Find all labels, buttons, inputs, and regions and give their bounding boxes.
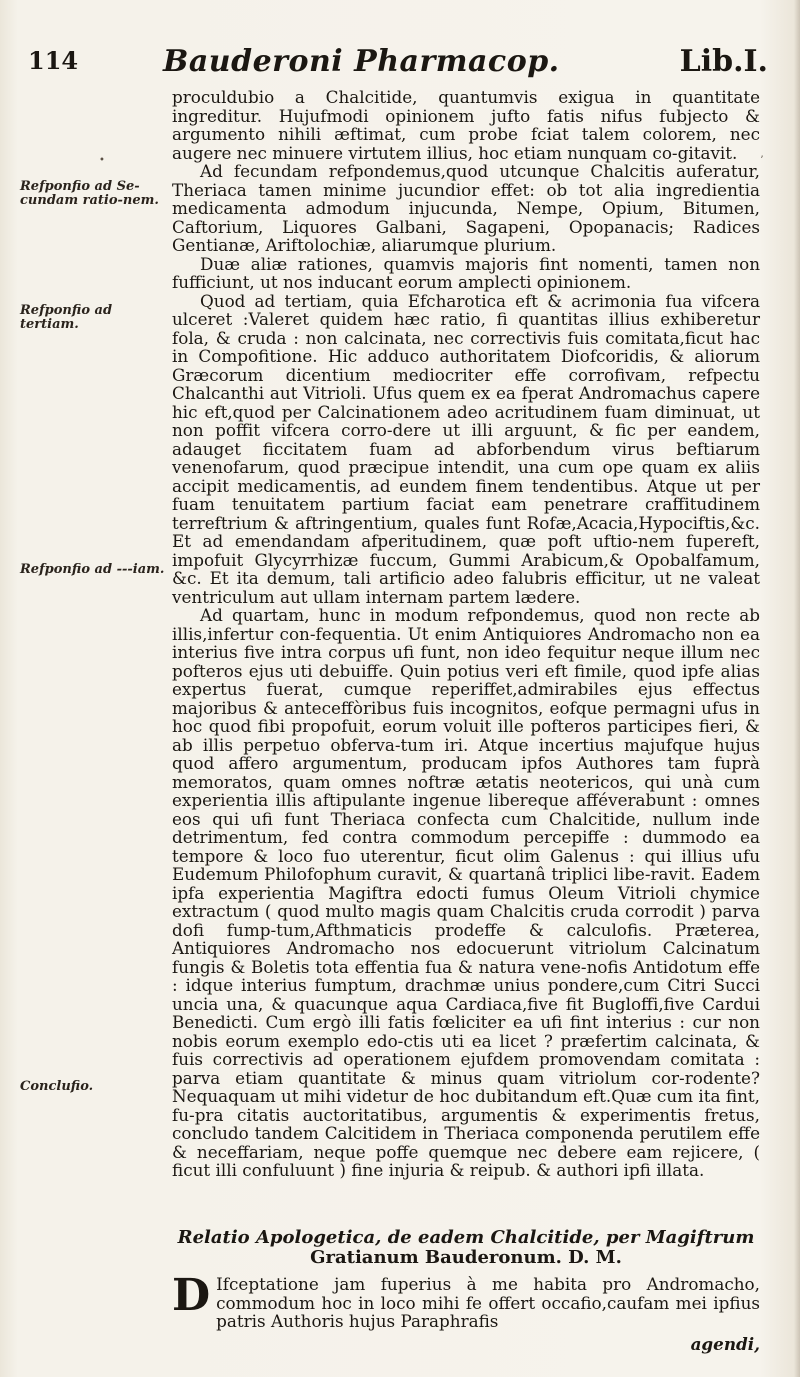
margin-note-conclusion: Conclufio. — [20, 1079, 94, 1094]
print-mark-left: • — [99, 155, 105, 166]
section-heading — [172, 1228, 760, 1268]
paragraph-2: Ad fecundam refpondemus,quod utcunque Chalcitis auferatur, Theriaca tamen minime jucundior effet: ob tot alia ingredientia medicamenta admodum injucunda, Nempe, Opium, Bitumen, Caftorium, Liquores Galbani, Sagapeni, Opopanacis; Radices Gentianæ, Ariftolochiæ, aliarumque plurium. — [172, 161, 760, 255]
section-heading-line-1: Relatio Apologetica, de eadem Chalcitide, per Magiftrum — [177, 1227, 755, 1248]
running-title: Bauderoni Pharmacop. — [163, 44, 560, 79]
paragraph-3: Duæ aliæ rationes, quamvis majoris fint nomenti, tamen non fufficiunt, ut nos inducant eorum amplecti opinionem. — [172, 253, 760, 292]
catchword: agendi, — [690, 1334, 760, 1354]
paragraph-1: proculdubio a Chalcitide, quantumvis exigua in quantitate ingreditur. Hujufmodi opinionem jufto fatis nifus fubjecto & argumento nihili æftimat, cum probe fciat talem colorem, nec augere nec minuere virtutem illius, hoc etiam nunquam co-gitavit. — [172, 87, 760, 163]
book-reference: Lib.I. — [679, 44, 768, 79]
page-edge-shadow — [794, 0, 800, 1377]
margin-note-fourth-reply: Refponfio ad ---iam. — [20, 562, 165, 577]
section-heading-line-2: Gratianum Bauderonum. D. M. — [310, 1247, 622, 1268]
print-mark-right: ʼ — [760, 155, 764, 166]
margin-note-third-reply: Refponfio ad tertiam. — [20, 303, 113, 332]
margin-note-second-reply: Refponfio ad Se-cundam ratio-nem. — [20, 179, 159, 208]
page-header — [28, 44, 768, 88]
section-opening — [172, 1270, 760, 1331]
paragraph-4: Quod ad tertiam, quia Efcharotica eft & acrimonia fua vifcera ulceret :Valeret quidem hæc ratio, fi quantitas illius exhiberetur fola, & cruda : non calcinata, nec correctivis fuis comitata,ficut hac in Compofitione. Hic adduco authoritatem Diofcoridis, & aliorum Græcorum dicentium mediocriter effe corrofivam, refpectu Chalcanthi aut Vitrioli. Ufus quem ex ea fperat Andromachus capere hic eft,quod per Calcinationem adeo acritudinem fuam diminuat, ut non poffit vifcera corro-dere ut illi arguunt, & fic per eandem, adauget ficcitatem fuam ad abforbendum virus beftiarum venenofarum, quod præcipue intendit, una cum ope quam ex aliis accipit medicamentis, ad eundem finem tendentibus. Atque ut per fuam tenuitatem partium faciat eam penetrare craffitudinem terreftrium & aftringentium, quales funt Rofæ,Acacia,Hypociftis,&c. Et ad emendandam afperitudinem, quæ poft uftio-nem fupereft, impofuit Glycyrrhizæ fuccum, Gummi Arabicum,& Opobalfamum, &c. Et ita demum, tali artificio adeo falubris efficitur, ut ne valeat ventriculum aut ullam internam partem lædere. — [172, 290, 760, 607]
drop-cap-letter: D — [172, 1270, 211, 1321]
page-number: 114 — [28, 46, 79, 75]
section-opening-text: Ifceptatione jam fuperius à me habita pro Andromacho, commodum hoc in loco mihi fe offert occafio,caufam mei ipfius patris Authoris hujus Paraphrafis — [216, 1274, 760, 1331]
main-text — [172, 88, 760, 1180]
paragraph-5: Ad quartam, hunc in modum refpondemus, quod non recte ab illis,infertur con-fequentia. Ut enim Antiquiores Andromacho non ea interius five intra corpus ufi funt, non ideo fequitur neque illum nec pofteros ejus uti debuiffe. Quin potius veri eft fimile, quod ipfe alias expertus fuerat, cumque reperiffet,admirabiles ejus effectus majoribus & anteceffòribus fuis incognitos, eofque permagni ufus in hoc quod fibi propofuit, eorum voluit ille pofteros participes fieri, & ab illis perpetuo obferva-tum iri. Atque incertius majufque hujus quod affero argumentum, producam ipfos Authores tam fuprà memoratos, quam omnes noftræ ætatis neotericos, qui unà cum experientia illis aftipulante ingenue libereque afféverabunt : omnes eos qui ufi funt Theriaca confecta cum Chalcitide, nullum inde detrimentum, fed contra commodum percepiffe : dummodo ea tempore & loco fuo uterentur, ficut olim Galenus : qui illius ufu Eudemum Philofophum curavit, & quartanâ triplici libe-ravit. Eadem ipfa experientia Magiftra edocti fumus Oleum Vitrioli chymice extractum ( quod multo magis quam Chalcitis cruda corrodit ) parva dofi fump-tum,Afthmaticis prodeffe & calculofis. Præterea, Antiquiores Andromacho nos edocuerunt vitriolum Calcinatum fungis & Boletis tota effentia fua & natura vene-nofis Antidotum effe : idque interius fumptum, drachmæ unius pondere,cum Citri Succi uncia una, & quacunque aqua Cardiaca,five fit Bugloffi,five Cardui Benedicti. Cum ergò illi fatis fœliciter ea ufi fint interius : cur non nobis eorum exemplo edo-ctis uti ea licet ? præfertim calcinata, & fuis correctivis ad operationem ejufdem promovendam comitata : parva etiam quantitate & minus quam vitriolum cor-rodente? Nequaquam ut mihi videtur de hoc dubitandum eft.Quæ cum ita fint, fu-pra citatis auctoritatibus, argumentis & experimentis fretus, concludo tandem Calcitidem in Theriaca componenda perutilem effe & neceffariam, neque poffe quemque nec debere eam rejicere, ( ficut illi confuluunt ) fine injuria & reipub. & authori ipfi illata. — [172, 605, 760, 1180]
